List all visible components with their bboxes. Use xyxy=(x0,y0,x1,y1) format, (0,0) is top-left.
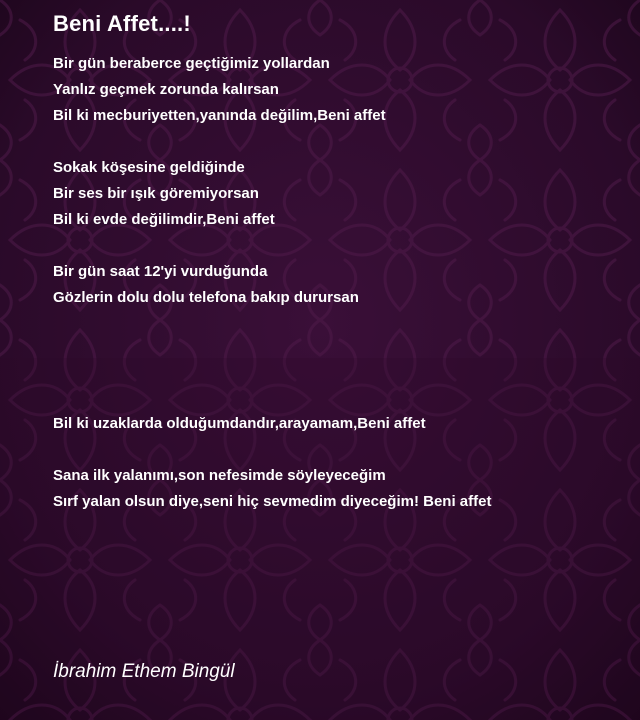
stanza-5 xyxy=(53,463,491,515)
poem-line: Sana ilk yalanımı,son nefesimde söyleyeceğim xyxy=(53,467,386,484)
poem-line: Gözlerin dolu dolu telefona bakıp durursan xyxy=(53,289,359,306)
poem-line: Bil ki mecburiyetten,yanında değilim,Beni affet xyxy=(53,107,386,124)
poem-author: İbrahim Ethem Bingül xyxy=(53,661,235,682)
poem-title: Beni Affet....! xyxy=(53,11,191,36)
poem-line: Bir ses bir ışık göremiyorsan xyxy=(53,185,259,202)
poem-line: Yanlız geçmek zorunda kalırsan xyxy=(53,81,279,98)
poem-line: Sokak köşesine geldiğinde xyxy=(53,159,245,176)
stanza-4 xyxy=(53,411,426,437)
stanza-2 xyxy=(53,155,275,233)
poem-line: Bir gün beraberce geçtiğimiz yollardan xyxy=(53,55,330,72)
stanza-1 xyxy=(53,51,386,129)
stanza-3 xyxy=(53,259,359,311)
poem-line: Bil ki evde değilimdir,Beni affet xyxy=(53,211,275,228)
poem-line: Bir gün saat 12'yi vurduğunda xyxy=(53,263,268,280)
poem-line: Sırf yalan olsun diye,seni hiç sevmedim diyeceğim! Beni affet xyxy=(53,493,492,510)
poem-line: Bil ki uzaklarda olduğumdandır,arayamam,Beni affet xyxy=(53,415,426,432)
